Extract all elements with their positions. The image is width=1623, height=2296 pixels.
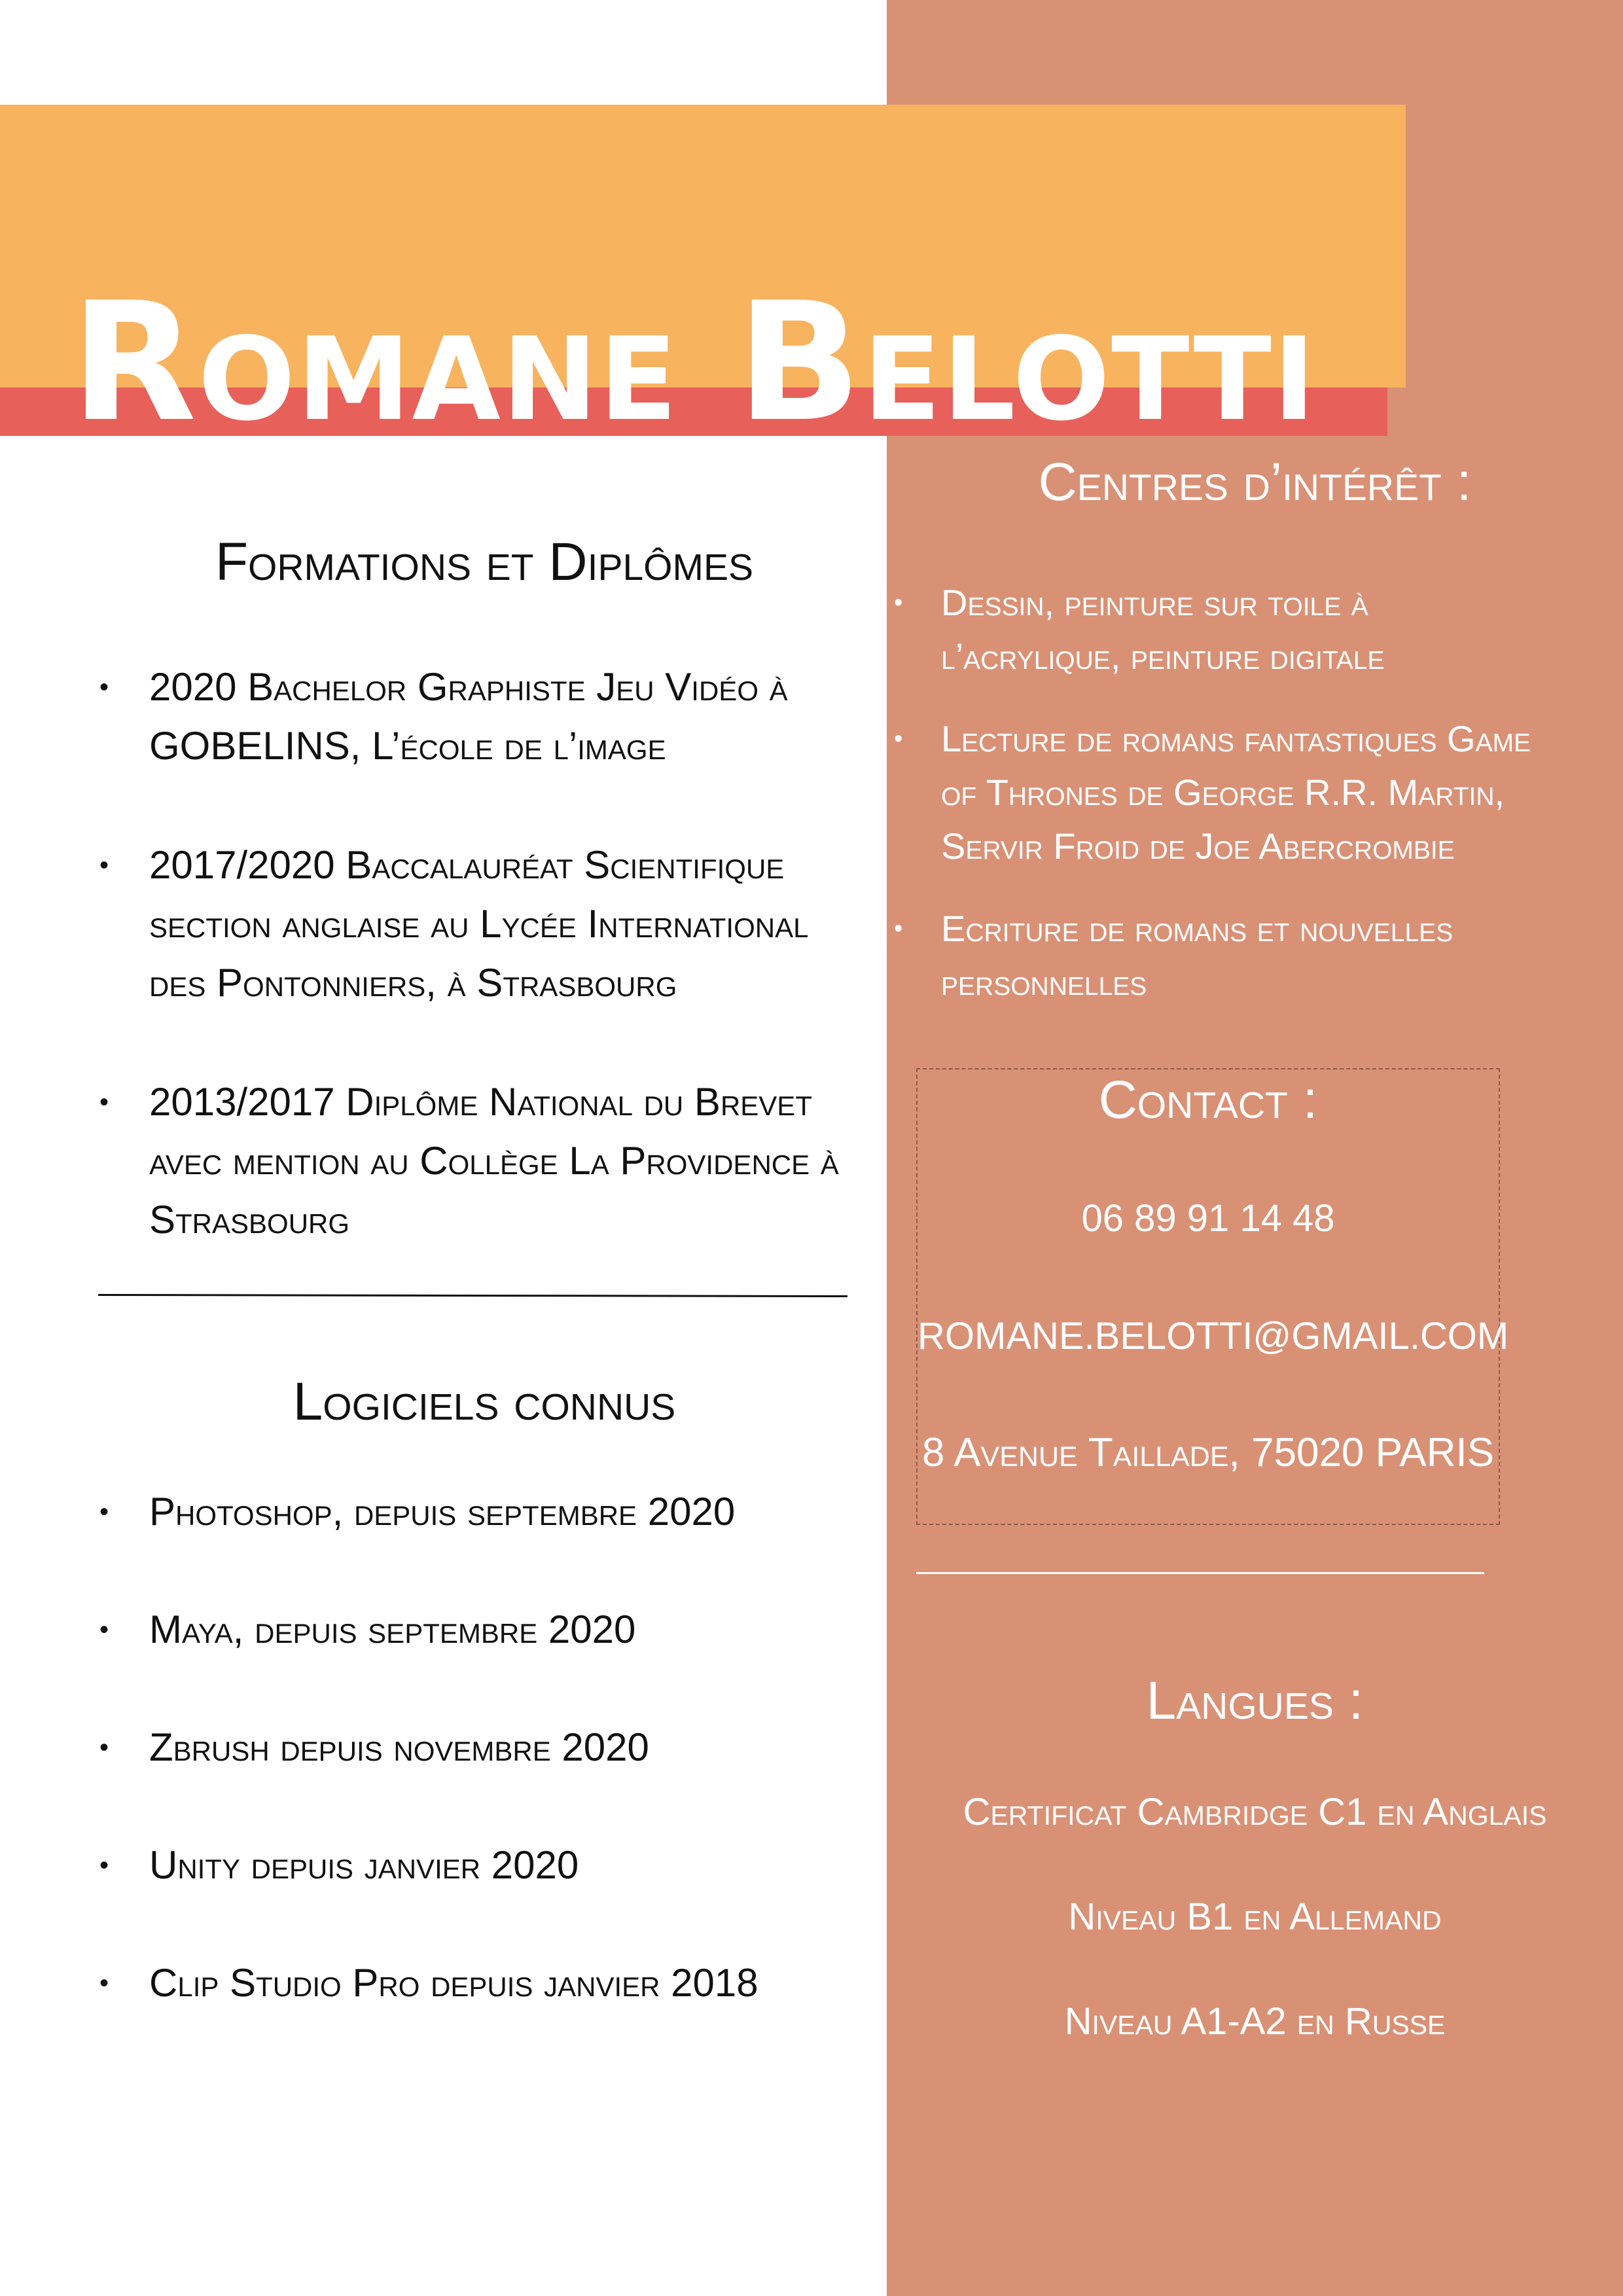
education-item: • 2017/2020 Baccalauréat Scientifique section anglaise au Lycée International des Pontonniers, à Strasbourg — [98, 836, 870, 1013]
software-item: • Zbrush depuis novembre 2020 — [98, 1718, 870, 1777]
software-item: • Maya, depuis septembre 2020 — [98, 1600, 870, 1659]
interests-list — [890, 576, 1544, 1038]
software-item: • Unity depuis janvier 2020 — [98, 1836, 870, 1895]
interest-item: • Lecture de romans fantastiques Game of Thrones de George R.R. Martin, Servir Froid de Joe Abercrombie — [890, 712, 1544, 873]
bullet-icon: • — [894, 725, 903, 753]
software-title: Logiciels connus — [293, 1372, 676, 1431]
bullet-icon: • — [99, 1498, 109, 1526]
bullet-icon: • — [894, 589, 903, 617]
languages-title: Langues : — [1146, 1671, 1364, 1731]
education-item: • 2020 Bachelor Graphiste Jeu Vidéo à GOBELINS, L’école de l’image — [98, 658, 870, 776]
bullet-icon: • — [99, 1615, 109, 1644]
bullet-icon: • — [99, 1969, 109, 1998]
contact-title: Contact : — [1098, 1070, 1318, 1130]
education-list — [98, 658, 870, 1249]
interest-item: • Ecriture de romans et nouvelles personnelles — [890, 902, 1544, 1009]
bullet-icon: • — [99, 851, 109, 880]
language-item: Niveau B1 en Allemand — [1068, 1895, 1442, 1938]
language-item: Certificat Cambridge C1 en Anglais — [963, 1791, 1547, 1833]
candidate-name: Romane Belotti — [71, 266, 1317, 457]
software-item: • Clip Studio Pro depuis janvier 2018 — [98, 1954, 870, 2013]
section-divider — [916, 1572, 1484, 1574]
bullet-icon: • — [894, 915, 903, 942]
interests-title: Centres d’intérêt : — [1038, 452, 1472, 512]
contact-phone: 06 89 91 14 48 — [1081, 1197, 1335, 1240]
interest-item: • Dessin, peinture sur toile à l’acrylique, peinture digitale — [890, 576, 1544, 683]
bullet-icon: • — [99, 1088, 109, 1117]
contact-box — [916, 1068, 1509, 1525]
education-title: Formations et Diplômes — [215, 532, 754, 592]
bullet-icon: • — [99, 1851, 109, 1880]
education-item: • 2013/2017 Diplôme National du Brevet avec mention au Collège La Providence à Strasbourg — [98, 1073, 870, 1249]
contact-address: 8 Avenue Taillade, 75020 PARIS — [921, 1430, 1495, 1475]
section-divider — [98, 1294, 847, 1297]
language-item: Niveau A1-A2 en Russe — [1064, 2000, 1446, 2043]
bullet-icon: • — [99, 1733, 109, 1762]
contact-email: ROMANE.BELOTTI@GMAIL.COM — [918, 1315, 1509, 1357]
software-list — [98, 1482, 870, 2013]
bullet-icon: • — [99, 673, 109, 702]
software-item: • Photoshop, depuis septembre 2020 — [98, 1482, 870, 1541]
